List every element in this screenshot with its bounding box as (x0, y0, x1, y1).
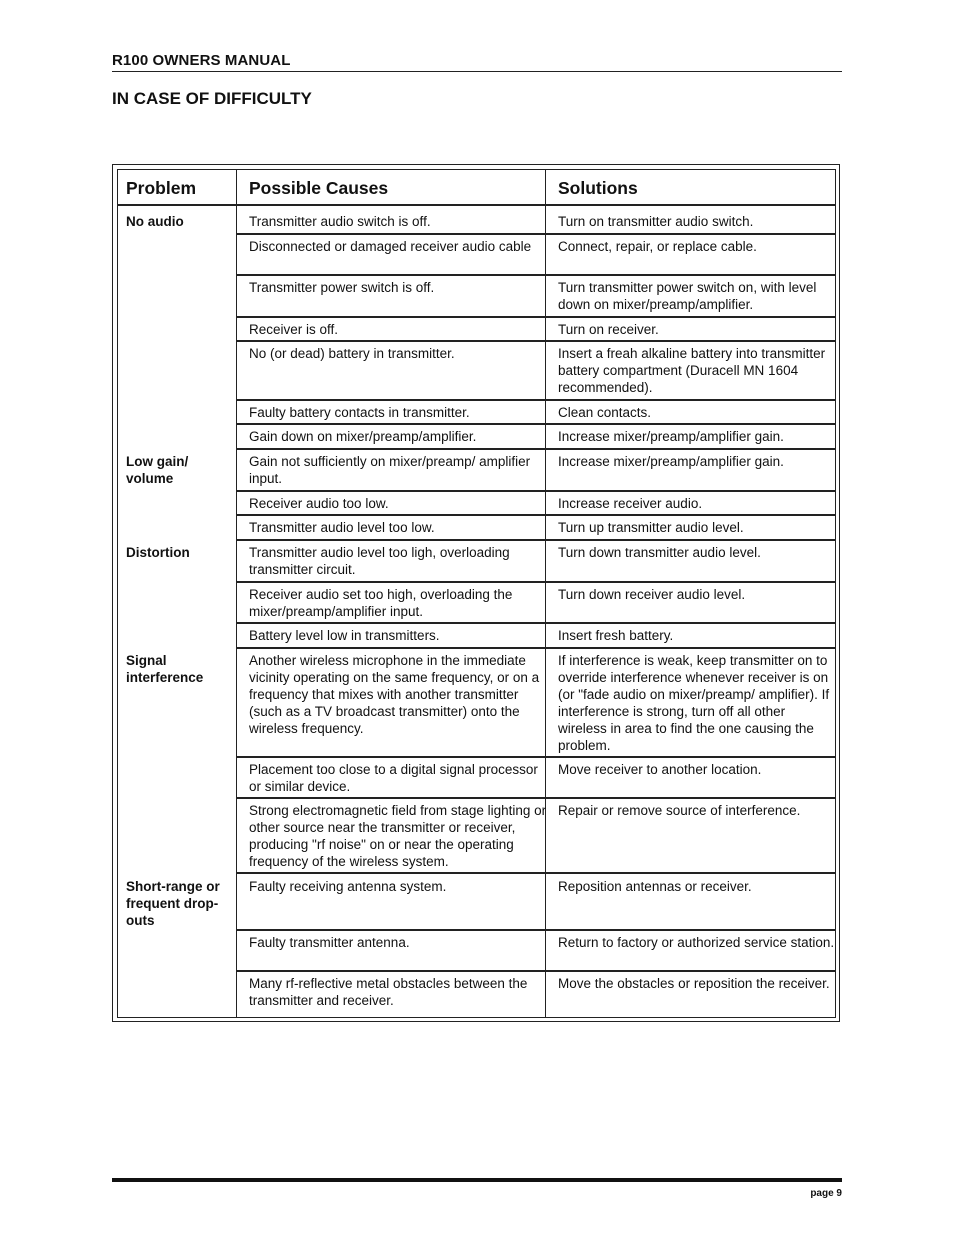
cause-cell: Battery level low in transmitters. (249, 628, 440, 643)
section-title: IN CASE OF DIFFICULTY (112, 89, 312, 108)
solution-cell: Increase receiver audio. (558, 496, 703, 511)
row-separator (237, 756, 835, 758)
row-separator (237, 514, 835, 516)
header-rule (112, 71, 842, 72)
cause-cell: No (or dead) battery in transmitter. (249, 346, 455, 361)
cause-cell: Faulty battery contacts in transmitter. (249, 405, 470, 420)
cause-cell: Receiver audio too low. (249, 496, 389, 511)
column-header-problem: Problem (126, 178, 197, 198)
row-separator (237, 233, 835, 235)
solution-cell: If interference is weak, keep transmitter on to override interference whenever receiver is on (or "fade audio on mixer/preamp/ amplifier). If interference is strong, turn off all other wireless in area to find the one causing the problem. (558, 653, 830, 753)
row-separator (237, 872, 835, 874)
cause-cell: Faulty receiving antenna system. (249, 879, 447, 894)
problem-label: Distortion (126, 545, 190, 560)
cause-cell: Receiver is off. (249, 322, 339, 337)
manual-title: R100 OWNERS MANUAL (112, 52, 291, 69)
solution-cell: Turn down transmitter audio level. (558, 545, 761, 560)
solution-cell: Insert a freah alkaline battery into transmitter battery compartment (Duracell MN 1604 recommended). (558, 346, 826, 395)
solution-cell: Move receiver to another location. (558, 762, 762, 777)
solution-cell: Increase mixer/preamp/amplifier gain. (558, 454, 784, 469)
problem-label: Short-range or frequent drop-outs (126, 879, 220, 928)
solution-cell: Turn on transmitter audio switch. (558, 214, 754, 229)
row-separator (237, 622, 835, 624)
solution-cell: Insert fresh battery. (558, 628, 674, 643)
solution-cell: Move the obstacles or reposition the receiver. (558, 976, 830, 991)
footer-rule (112, 1178, 842, 1182)
solution-cell: Increase mixer/preamp/amplifier gain. (558, 429, 784, 444)
problem-label: Signal interference (126, 653, 204, 685)
cause-cell: Transmitter audio level too ligh, overloading transmitter circuit. (249, 545, 510, 577)
cause-cell: Another wireless microphone in the immediate vicinity operating on the same frequency, or on a frequency that mixes with another transmitter (such as a TV broadcast transmitter) onto the wireless frequency. (249, 653, 540, 736)
solution-cell: Clean contacts. (558, 405, 652, 420)
row-separator (237, 970, 835, 972)
row-separator (237, 647, 835, 649)
row-separator (237, 316, 835, 318)
row-separator (237, 490, 835, 492)
row-separator (237, 929, 835, 931)
column-header-solutions: Solutions (558, 178, 638, 198)
solution-cell: Return to factory or authorized service station. (558, 935, 835, 950)
cause-cell: Transmitter audio level too low. (249, 520, 435, 535)
row-separator (237, 399, 835, 401)
solution-cell: Connect, repair, or replace cable. (558, 239, 757, 254)
column-divider (236, 170, 237, 1017)
row-separator (237, 274, 835, 276)
solution-cell: Turn down receiver audio level. (558, 587, 746, 602)
problem-label: Low gain/ volume (126, 454, 189, 486)
cause-cell: Faulty transmitter antenna. (249, 935, 410, 950)
solution-cell: Repair or remove source of interference. (558, 803, 801, 818)
cause-cell: Disconnected or damaged receiver audio cable (249, 239, 532, 254)
cause-cell: Gain not sufficiently on mixer/preamp/ amplifier input. (249, 454, 531, 486)
solution-cell: Turn on receiver. (558, 322, 659, 337)
cause-cell: Transmitter audio switch is off. (249, 214, 431, 229)
row-separator (237, 448, 835, 450)
cause-cell: Gain down on mixer/preamp/amplifier. (249, 429, 477, 444)
solution-cell: Turn up transmitter audio level. (558, 520, 744, 535)
cause-cell: Transmitter power switch is off. (249, 280, 435, 295)
cause-cell: Many rf-reflective metal obstacles between the transmitter and receiver. (249, 976, 528, 1008)
problem-label: No audio (126, 214, 184, 229)
row-separator (237, 340, 835, 342)
row-separator (237, 797, 835, 799)
column-header-causes: Possible Causes (249, 178, 389, 198)
troubleshooting-table (117, 169, 836, 1018)
row-separator (237, 423, 835, 425)
cause-cell: Placement too close to a digital signal processor or similar device. (249, 762, 538, 794)
cause-cell: Receiver audio set too high, overloading the mixer/preamp/amplifier input. (249, 587, 513, 619)
page-number: page 9 (810, 1188, 842, 1199)
row-separator (237, 581, 835, 583)
solution-cell: Turn transmitter power switch on, with level down on mixer/preamp/amplifier. (558, 280, 817, 312)
table-header-row (118, 170, 835, 206)
row-separator (237, 539, 835, 541)
cause-cell: Strong electromagnetic field from stage lighting or other source near the transmitter or receiver, producing "rf noise" on or near the operating frequency of the wireless system. (249, 803, 547, 869)
solution-cell: Reposition antennas or receiver. (558, 879, 752, 894)
